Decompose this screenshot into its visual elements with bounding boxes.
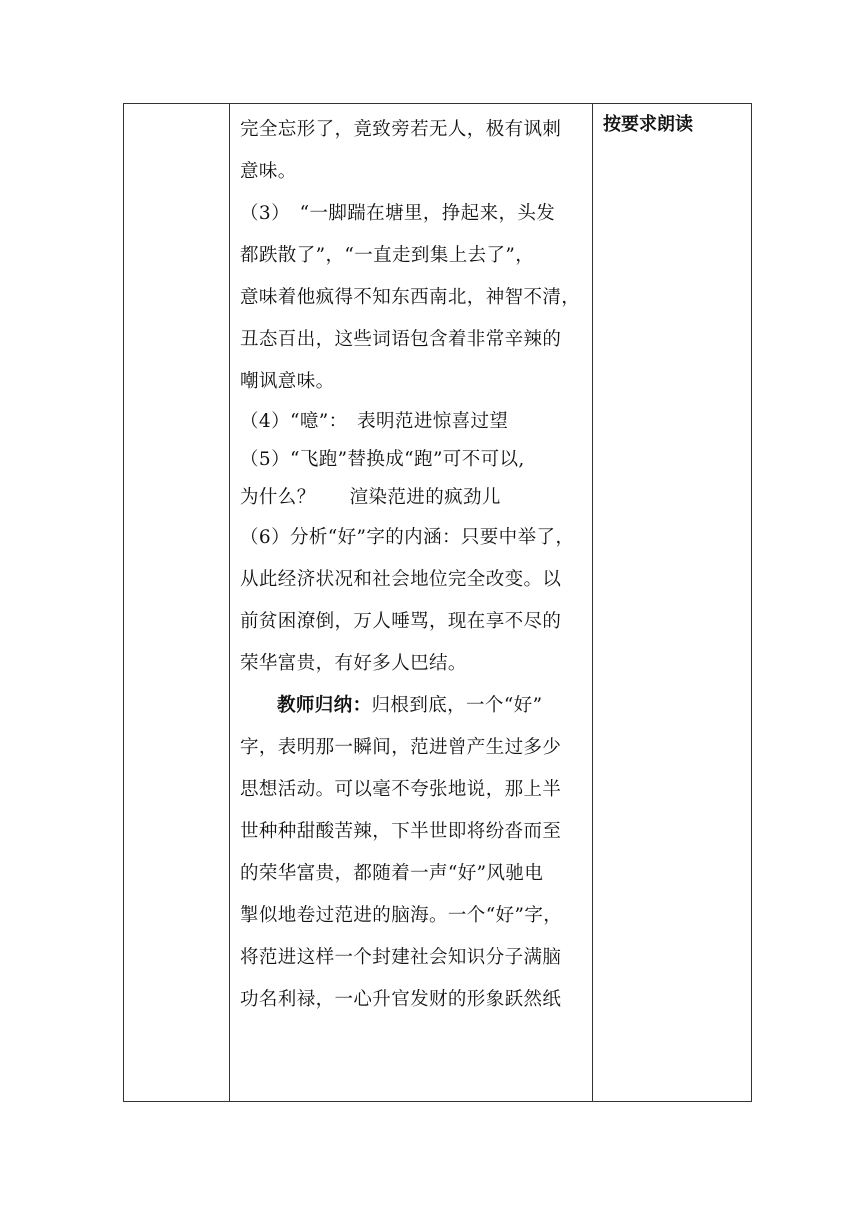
text-line: （5）“飞跑”替换成“跑”可不可以, xyxy=(240,449,525,470)
summary-text: 归根到底，一个“好” xyxy=(371,695,543,716)
text-line xyxy=(240,479,584,517)
text-line: 将范进这样一个封建社会知识分子满脑 xyxy=(240,947,562,968)
text-line: （6）分析“好”字的内涵：只要中举了， xyxy=(240,527,575,548)
text-line: 荣华富贵，有好多人巴结。 xyxy=(240,653,467,674)
text-line: 掣似地卷过范进的脑海。一个“好”字， xyxy=(240,905,563,926)
text-line: 完全忘形了，竟致旁若无人，极有讽刺 xyxy=(240,119,562,140)
text-line: 丑态百出，这些词语包含着非常辛辣的 xyxy=(240,329,562,350)
text-line: 功名利禄，一心升官发财的形象跃然纸 xyxy=(240,989,562,1010)
text-line xyxy=(240,685,584,727)
text-line: 从此经济状况和社会地位完全改变。以 xyxy=(240,569,562,590)
text-line: （4）“噫”： 表明范进惊喜过望 xyxy=(240,411,509,432)
lesson-content-cell xyxy=(230,104,593,1102)
lesson-table xyxy=(123,103,752,1102)
text-line: 意味着他疯得不知东西南北，神智不清， xyxy=(240,287,581,308)
question-text: 为什么？ xyxy=(240,487,316,508)
activity-note: 按要求朗读 xyxy=(603,114,693,135)
table-row xyxy=(124,104,752,1102)
text-line: 思想活动。可以毫不夸张地说，那上半 xyxy=(240,779,562,800)
empty-left-cell xyxy=(124,104,230,1102)
summary-label: 教师归纳： xyxy=(277,695,372,716)
text-line: 前贫困潦倒，万人唾骂，现在享不尽的 xyxy=(240,611,562,632)
text-line: 字，表明那一瞬间，范进曾产生过多少 xyxy=(240,737,562,758)
answer-text: 渲染范进的疯劲儿 xyxy=(349,487,501,508)
text-line: 都跌散了”，“一直走到集上去了”， xyxy=(240,245,535,266)
text-line: 的荣华富贵，都随着一声“好”风驰电 xyxy=(240,863,544,884)
student-activity-cell xyxy=(593,104,752,1102)
text-line: 意味。 xyxy=(240,161,297,182)
text-line: 世种种甜酸苦辣，下半世即将纷沓而至 xyxy=(240,821,562,842)
text-line: 嘲讽意味。 xyxy=(240,371,335,392)
text-line: （3） “一脚踹在塘里，挣起来，头发 xyxy=(240,203,556,224)
